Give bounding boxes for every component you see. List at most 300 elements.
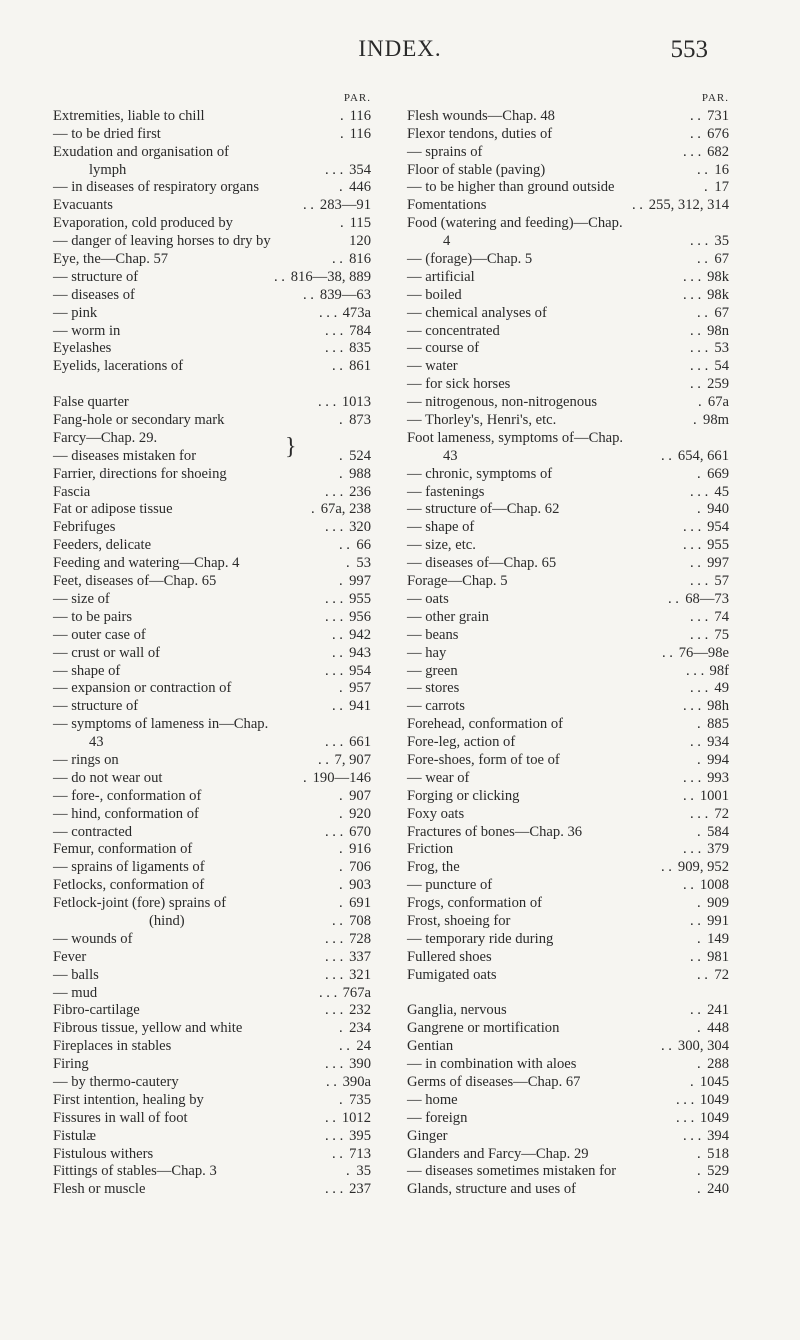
leader-dots: . . <box>332 698 343 715</box>
entry-term: False quarter <box>53 394 129 411</box>
entry-term: — nitrogenous, non-nitrogenous <box>407 394 598 411</box>
leader-dots: . <box>340 125 344 142</box>
leader-dots: . . <box>690 376 701 393</box>
page-reference: 394 <box>707 1127 729 1144</box>
entry-term: Gentian <box>407 1038 454 1055</box>
entry-term: Firing <box>53 1056 89 1073</box>
leader-dots: . . <box>690 125 701 142</box>
entry-term: — chemical analyses of <box>407 304 547 321</box>
index-entry <box>407 323 729 341</box>
index-entry <box>407 448 729 466</box>
page-reference: 903 <box>349 877 371 894</box>
page-reference: 981 <box>707 948 729 965</box>
entry-term: Floor of stable (paving) <box>407 161 546 178</box>
page-reference: 473a <box>342 304 371 321</box>
leader-dots: . <box>697 1145 701 1162</box>
leader-dots: . . . <box>683 769 702 786</box>
leader-dots: . . . <box>325 948 344 965</box>
entry-term: Frogs, conformation of <box>407 895 542 912</box>
leader-dots: . . . <box>683 1127 702 1144</box>
page-reference: 240 <box>707 1181 729 1198</box>
entry-term: — size, etc. <box>407 537 476 554</box>
page-reference: 354 <box>349 161 371 178</box>
leader-dots: . <box>697 716 701 733</box>
entry-term: 43 <box>89 734 104 751</box>
leader-dots: . . . <box>319 984 338 1001</box>
page-reference: 53 <box>356 555 371 572</box>
leader-dots: . . <box>303 286 314 303</box>
page-reference: 954 <box>349 662 371 679</box>
page-reference: 74 <box>714 608 729 625</box>
leader-dots: . . . <box>690 680 709 697</box>
page-reference: 728 <box>349 930 371 947</box>
index-entry <box>53 501 371 519</box>
leader-dots: . . . <box>683 537 702 554</box>
entry-term: — hay <box>407 644 447 661</box>
index-entry <box>407 967 729 985</box>
page-reference: 98h <box>707 698 729 715</box>
index-entry <box>407 233 729 251</box>
page-reference: 1049 <box>699 1091 729 1108</box>
page-reference: 35 <box>714 233 729 250</box>
index-entry <box>53 1056 371 1074</box>
index-entry <box>53 1128 371 1146</box>
entry-term: Fractures of bones—Chap. 36 <box>407 823 583 840</box>
page-reference: 300, 304 <box>677 1038 729 1055</box>
index-entry <box>407 305 729 323</box>
page-reference: 991 <box>707 912 729 929</box>
leader-dots: . . . <box>325 322 344 339</box>
leader-dots: . <box>339 877 343 894</box>
page-reference: 49 <box>714 680 729 697</box>
page-reference: 120 <box>349 233 371 250</box>
leader-dots: . . <box>690 912 701 929</box>
leader-dots: . . . <box>319 304 338 321</box>
leader-dots: . . <box>683 787 694 804</box>
entry-term: Fistulæ <box>53 1127 96 1144</box>
index-entry <box>53 716 371 734</box>
leader-dots: . <box>697 1056 701 1073</box>
page-reference: 661 <box>349 734 371 751</box>
entry-term: Fullered shoes <box>407 948 492 965</box>
page-reference: 45 <box>714 483 729 500</box>
page-reference: 993 <box>707 769 729 786</box>
index-entry <box>53 734 371 752</box>
index-entry <box>53 573 371 591</box>
leader-dots: . . <box>697 161 708 178</box>
leader-dots: . . <box>668 590 679 607</box>
index-entry <box>407 1056 729 1074</box>
leader-dots: . . . <box>690 340 709 357</box>
entry-term: Foxy oats <box>407 805 465 822</box>
index-entry <box>53 752 371 770</box>
entry-term: — hind, conformation of <box>53 805 199 822</box>
index-entry <box>407 877 729 895</box>
index-entry <box>407 824 729 842</box>
leader-dots: . . <box>339 1038 350 1055</box>
index-entry <box>53 412 371 430</box>
entry-term: — artificial <box>407 268 475 285</box>
entry-term: Glanders and Farcy—Chap. 29 <box>407 1145 589 1162</box>
leader-dots: . . . <box>318 394 337 411</box>
section-gap <box>407 985 729 1003</box>
leader-dots: . . <box>697 251 708 268</box>
page-number: 553 <box>670 36 708 63</box>
index-entry <box>407 1110 729 1128</box>
leader-dots: . <box>346 555 350 572</box>
page-reference: 955 <box>349 590 371 607</box>
leader-dots: . <box>697 1020 701 1037</box>
entry-term: — water <box>407 358 458 375</box>
index-entry <box>407 1092 729 1110</box>
entry-term: Forging or clicking <box>407 787 520 804</box>
page-reference: 909 <box>707 895 729 912</box>
leader-dots: . . . <box>325 1056 344 1073</box>
entry-term: Feeders, delicate <box>53 537 152 554</box>
leader-dots: . . . <box>690 483 709 500</box>
entry-term: Forehead, conformation of <box>407 716 564 733</box>
page-reference: 98k <box>707 268 729 285</box>
leader-dots: . . <box>339 537 350 554</box>
index-entry <box>53 859 371 877</box>
index-entry <box>53 788 371 806</box>
page-reference: 236 <box>349 483 371 500</box>
index-entry <box>53 770 371 788</box>
page-reference: 920 <box>349 805 371 822</box>
entry-term: Eyelashes <box>53 340 112 357</box>
leader-dots: . . . <box>325 1127 344 1144</box>
index-entry <box>407 1038 729 1056</box>
index-entry <box>53 609 371 627</box>
entry-term: — wear of <box>407 769 470 786</box>
index-entry <box>53 841 371 859</box>
page-reference: 861 <box>349 358 371 375</box>
entry-term: Flesh or muscle <box>53 1181 146 1198</box>
index-entry <box>407 501 729 519</box>
index-entry <box>53 663 371 681</box>
entry-term: Germs of diseases—Chap. 67 <box>407 1073 581 1090</box>
entry-term: Fumigated oats <box>407 966 497 983</box>
page-reference: 1008 <box>699 877 729 894</box>
leader-dots: . . . <box>690 358 709 375</box>
leader-dots: . <box>339 1020 343 1037</box>
page-reference: 98n <box>707 322 729 339</box>
page-reference: 17 <box>714 179 729 196</box>
leader-dots: . . <box>274 268 285 285</box>
entry-term: — crust or wall of <box>53 644 160 661</box>
page-reference: 997 <box>707 555 729 572</box>
index-entry <box>407 698 729 716</box>
page-reference: 7, 907 <box>334 751 371 768</box>
page-reference: 909, 952 <box>677 859 729 876</box>
page-reference: 816 <box>349 251 371 268</box>
page-reference: 885 <box>707 716 729 733</box>
leader-dots: . . . <box>325 519 344 536</box>
page-reference: 57 <box>714 573 729 590</box>
entry-term: Ginger <box>407 1127 448 1144</box>
page-reference: 283—91 <box>319 197 371 214</box>
entry-term: — beans <box>407 626 459 643</box>
index-entry <box>53 680 371 698</box>
leader-dots: . <box>697 895 701 912</box>
page-reference: 654, 661 <box>677 447 729 464</box>
running-title: INDEX. <box>358 36 442 61</box>
index-entry <box>53 931 371 949</box>
entry-term: — shape of <box>53 662 121 679</box>
page-reference: 676 <box>707 125 729 142</box>
entry-term: — sprains of ligaments of <box>53 859 205 876</box>
page-reference: 237 <box>349 1181 371 1198</box>
page-reference: 954 <box>707 519 729 536</box>
leader-dots: . . . <box>676 1091 695 1108</box>
leader-dots: . <box>340 215 344 232</box>
entry-term: — structure of—Chap. 62 <box>407 501 560 518</box>
entry-term: — for sick horses <box>407 376 511 393</box>
leader-dots: . <box>339 841 343 858</box>
page-reference: 940 <box>707 501 729 518</box>
leader-dots: . <box>339 1091 343 1108</box>
index-entry <box>407 716 729 734</box>
leader-dots: . <box>339 573 343 590</box>
page-reference: 708 <box>349 912 371 929</box>
leader-dots: . . . <box>325 483 344 500</box>
brace-mark: } <box>285 433 297 460</box>
page-reference: 1049 <box>699 1109 729 1126</box>
index-entry <box>53 1163 371 1181</box>
page-reference: 67a <box>707 394 729 411</box>
entry-term: Food (watering and feeding)—Chap. <box>407 215 623 232</box>
leader-dots: . <box>693 412 697 429</box>
page-reference: 988 <box>349 465 371 482</box>
leader-dots: . . <box>661 1038 672 1055</box>
page-reference: 706 <box>349 859 371 876</box>
leader-dots: . . <box>683 877 694 894</box>
index-entry <box>407 1181 729 1199</box>
leader-dots: . . <box>661 447 672 464</box>
leader-dots: . . . <box>683 519 702 536</box>
index-column-left <box>53 90 371 1199</box>
index-entry <box>407 287 729 305</box>
leader-dots: . <box>698 394 702 411</box>
index-entry <box>53 519 371 537</box>
index-entry <box>53 645 371 663</box>
page-reference: 35 <box>356 1163 371 1180</box>
entry-term: Fibro-cartilage <box>53 1002 140 1019</box>
leader-dots: . . . <box>690 805 709 822</box>
index-entry <box>53 877 371 895</box>
entry-term: — fore-, conformation of <box>53 787 202 804</box>
index-entry <box>53 806 371 824</box>
entry-term: Forage—Chap. 5 <box>407 573 508 590</box>
leader-dots: . . . <box>325 734 344 751</box>
leader-dots: . . . <box>683 143 702 160</box>
index-entry <box>407 931 729 949</box>
entry-term: — puncture of <box>407 877 493 894</box>
page-reference: 149 <box>707 930 729 947</box>
index-entry <box>53 1020 371 1038</box>
index-entry <box>53 895 371 913</box>
index-entry <box>407 358 729 376</box>
entry-term: Fat or adipose tissue <box>53 501 173 518</box>
leader-dots: . . <box>662 644 673 661</box>
leader-dots: . . <box>661 859 672 876</box>
entry-term: — expansion or contraction of <box>53 680 232 697</box>
entry-term: — oats <box>407 590 449 607</box>
leader-dots: . <box>339 465 343 482</box>
page-reference: 1001 <box>699 787 729 804</box>
index-entry <box>53 215 371 233</box>
leader-dots: . . <box>325 1109 336 1126</box>
leader-dots: . . <box>326 1073 337 1090</box>
leader-dots: . . . <box>690 573 709 590</box>
leader-dots: . <box>697 501 701 518</box>
index-entry <box>53 591 371 609</box>
leader-dots: . . . <box>683 841 702 858</box>
page-reference: 68—73 <box>685 590 729 607</box>
index-entry <box>53 1092 371 1110</box>
page-reference: 67a, 238 <box>320 501 371 518</box>
column-heading: PAR. <box>343 92 371 104</box>
leader-dots: . <box>339 680 343 697</box>
index-entry <box>407 1146 729 1164</box>
page-reference: 713 <box>349 1145 371 1162</box>
entry-term: — home <box>407 1091 458 1108</box>
page-reference: 994 <box>707 751 729 768</box>
index-entry <box>407 806 729 824</box>
index-entry <box>53 949 371 967</box>
index-entry <box>53 913 371 931</box>
index-entry <box>53 287 371 305</box>
page-reference: 241 <box>707 1002 729 1019</box>
entry-term: 43 <box>443 447 458 464</box>
entry-term: — structure of <box>53 268 139 285</box>
entry-term: — other grain <box>407 608 489 625</box>
entry-term: Febrifuges <box>53 519 116 536</box>
entry-term: Femur, conformation of <box>53 841 193 858</box>
index-entry <box>53 162 371 180</box>
index-entry <box>407 680 729 698</box>
index-entry <box>53 1038 371 1056</box>
index-entry <box>407 895 729 913</box>
page-reference: 116 <box>349 125 371 142</box>
page-reference: 255, 312, 314 <box>648 197 729 214</box>
leader-dots: . <box>339 412 343 429</box>
leader-dots: . <box>303 769 307 786</box>
entry-term: 4 <box>443 233 451 250</box>
page-reference: 76—98e <box>678 644 729 661</box>
leader-dots: . . . <box>690 626 709 643</box>
entry-term: Fetlocks, conformation of <box>53 877 205 894</box>
leader-dots: . <box>339 787 343 804</box>
leader-dots: . . <box>332 358 343 375</box>
index-entry <box>407 376 729 394</box>
leader-dots: . . . <box>683 286 702 303</box>
page-reference: 873 <box>349 412 371 429</box>
leader-dots: . . <box>690 948 701 965</box>
leader-dots: . . . <box>690 608 709 625</box>
entry-term: — diseases sometimes mistaken for <box>407 1163 617 1180</box>
entry-term: — wounds of <box>53 930 133 947</box>
leader-dots: . <box>697 1163 701 1180</box>
leader-dots: . . <box>697 304 708 321</box>
index-entry <box>53 1002 371 1020</box>
index-entry <box>407 466 729 484</box>
entry-term: — danger of leaving horses to dry by <box>53 233 271 250</box>
index-entry <box>53 448 371 466</box>
leader-dots: . . . <box>325 662 344 679</box>
leader-dots: . . <box>332 626 343 643</box>
index-entry <box>53 179 371 197</box>
page-reference: 115 <box>349 215 371 232</box>
leader-dots: . <box>339 447 343 464</box>
leader-dots: . . <box>332 644 343 661</box>
index-entry <box>407 1128 729 1146</box>
leader-dots: . . <box>690 734 701 751</box>
index-entry <box>407 734 729 752</box>
entry-term: Fore-shoes, form of toe of <box>407 751 560 768</box>
entry-term: — in combination with aloes <box>407 1056 577 1073</box>
index-entry <box>407 627 729 645</box>
page-reference: 997 <box>349 573 371 590</box>
page-reference: 529 <box>707 1163 729 1180</box>
index-entry <box>53 627 371 645</box>
entry-term: Fore-leg, action of <box>407 734 516 751</box>
page-reference: 390 <box>349 1056 371 1073</box>
index-entry <box>407 537 729 555</box>
column-heading: PAR. <box>701 92 729 104</box>
index-entry <box>407 484 729 502</box>
leader-dots: . <box>339 805 343 822</box>
page-reference: 955 <box>707 537 729 554</box>
entry-term: Foot lameness, symptoms of—Chap. <box>407 429 624 446</box>
leader-dots: . . <box>690 107 701 124</box>
page-reference: 691 <box>349 895 371 912</box>
entry-term: Evacuants <box>53 197 113 214</box>
entry-term: Flesh wounds—Chap. 48 <box>407 107 555 124</box>
page-reference: 24 <box>356 1038 371 1055</box>
entry-term: lymph <box>89 161 127 178</box>
page-reference: 941 <box>349 698 371 715</box>
index-entry <box>53 985 371 1003</box>
index-entry <box>407 788 729 806</box>
leader-dots: . . . <box>686 662 705 679</box>
entry-term: — do not wear out <box>53 769 163 786</box>
index-entry <box>53 233 371 251</box>
page-reference: 735 <box>349 1091 371 1108</box>
page-reference: 942 <box>349 626 371 643</box>
index-entry <box>53 1074 371 1092</box>
leader-dots: . <box>339 895 343 912</box>
entry-term: Feet, diseases of—Chap. 65 <box>53 573 217 590</box>
leader-dots: . . <box>632 197 643 214</box>
leader-dots: . <box>704 179 708 196</box>
index-entry <box>53 358 371 376</box>
page-reference: 956 <box>349 608 371 625</box>
index-entry <box>53 269 371 287</box>
index-entry <box>407 949 729 967</box>
page-reference: 524 <box>349 447 371 464</box>
entry-term: — sprains of <box>407 143 483 160</box>
index-entry <box>407 394 729 412</box>
entry-term: Fissures in wall of foot <box>53 1109 188 1126</box>
section-gap <box>53 376 371 394</box>
index-entry <box>53 126 371 144</box>
page-reference: 1045 <box>699 1073 729 1090</box>
leader-dots: . <box>311 501 315 518</box>
leader-dots: . <box>697 1181 701 1198</box>
index-entry <box>53 1110 371 1128</box>
leader-dots: . . . <box>325 823 344 840</box>
